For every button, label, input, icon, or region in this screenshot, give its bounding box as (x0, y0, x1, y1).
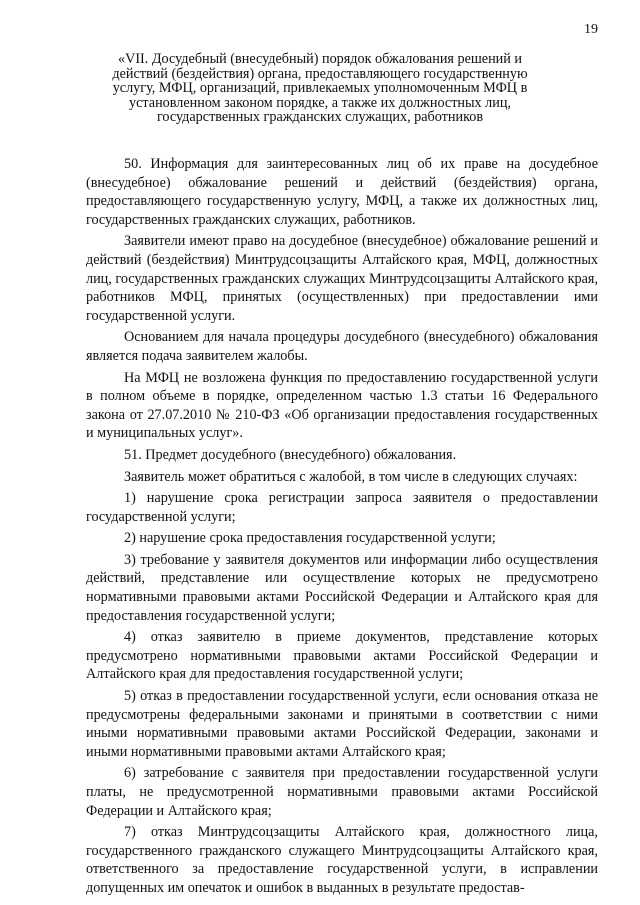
paragraph: 50. Информация для заинтересованных лиц об их праве на досудебное (внесудебное) обжалование решений и действий (бездействия) органа, предоставляющего государственную услугу, МФЦ, а также их должностных лиц, государственных гражданских служащих, работников. (86, 156, 598, 228)
list-item: 7) отказ Минтрудсоцзащиты Алтайского края, должностного лица, государственного гражданского служащего Минтрудсоцзащиты Алтайского края, ответственного за предоставление государственной услуги, в исправлении допущенных им опечаток и ошибок в выданных в результате предостав- (86, 824, 598, 896)
list-item: 3) требование у заявителя документов или информации либо осуществления действий, представление или осуществление которых не предусмотрено нормативными правовыми актами Российской Федерации и Алтайского края для предоставления государственной услуги; (86, 551, 598, 624)
page-number: 19 (584, 22, 598, 37)
paragraph: Заявители имеют право на досудебное (внесудебное) обжалование решений и действий (бездействия) Минтрудсоцзащиты Алтайского края, МФЦ, должностных лиц, государственных гражданских служащих Минтрудсоцзащиты Алтайского края, работников МФЦ, принятых (осуществленных) при предоставлении ими государственной услуги. (86, 233, 599, 324)
list-item: 1) нарушение срока регистрации запроса заявителя о предоставлении государственной услуги; (86, 490, 598, 525)
list-item: 6) затребование с заявителя при предоставлении государственной услуги платы, не предусмотренной нормативными правовыми актами Российской Федерации и Алтайского края; (86, 765, 598, 819)
paragraph: Заявитель может обратиться с жалобой, в том числе в следующих случаях: (124, 468, 578, 485)
section-title: «VII. Досудебный (внесудебный) порядок обжалования решений и действий (бездействия) органа, предоставляющего государственную услугу, МФЦ, организаций, привлекаемых уполномоченным МФЦ в установленном законом порядке, а также их должностных лиц, государственных гражданских служащих, работников (112, 51, 528, 126)
list-item: 2) нарушение срока предоставления государственной услуги; (124, 530, 496, 547)
paragraph: На МФЦ не возложена функция по предоставлению государственной услуги в полном объеме в порядке, определенном частью 1.3 статьи 16 Федерального закона от 27.07.2010 № 210-ФЗ «Об организации предоставления государственных и муниципальных услуг». (86, 369, 598, 442)
list-item: 5) отказ в предоставлении государственной услуги, если основания отказа не предусмотрены федеральными законами и принятыми в соответствии с ними иными нормативными правовыми актами Российской Федерации, законами и иными нормативными правовыми актами Алтайского края; (86, 688, 598, 760)
list-item: 4) отказ заявителю в приеме документов, представление которых предусмотрено нормативными правовыми актами Российской Федерации и Алтайского края для предоставления государственной услуги; (86, 629, 598, 683)
document-body (86, 155, 598, 901)
paragraph: 51. Предмет досудебного (внесудебного) обжалования. (124, 446, 457, 463)
paragraph: Основанием для начала процедуры досудебного (внесудебного) обжалования является подача заявителем жалобы. (86, 329, 598, 364)
